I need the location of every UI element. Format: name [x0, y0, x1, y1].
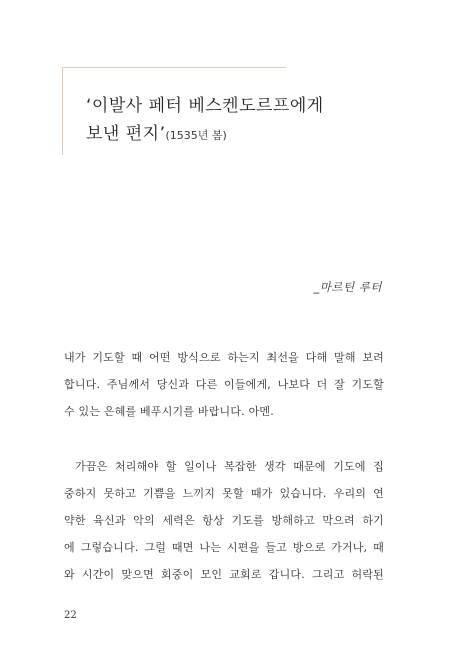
paragraph-line: 에 그렇습니다. 그럴 때면 나는 시편을 들고 방으로 가거나, 때 — [64, 541, 384, 554]
paragraph-line: 합니다. 주님께서 당신과 다른 이들에게, 나보다 더 잘 기도할 — [64, 378, 384, 391]
author-attribution: _마르틴 루터 — [313, 280, 382, 294]
paragraph-line: 중하지 못하고 기쁨을 느끼지 못할 때가 있습니다. 우리의 연 — [64, 487, 384, 500]
title-frame-top-rule — [62, 67, 286, 68]
body-paragraph-1 — [64, 344, 384, 425]
chapter-title — [86, 92, 386, 150]
body-paragraph-2 — [64, 453, 384, 588]
chapter-title-line-1: ‘이발사 페터 베스켄도르프에게 — [86, 96, 324, 116]
page-number: 22 — [64, 610, 77, 621]
chapter-title-line-2 — [86, 120, 386, 150]
chapter-title-line-2-text: 보낸 편지’ — [86, 124, 166, 144]
chapter-title-date-note: (1535년 봄) — [165, 129, 227, 142]
paragraph-line: 내가 기도할 때 어떤 방식으로 하는지 최선을 다해 말해 보려 — [64, 351, 384, 364]
title-frame-left-rule — [62, 67, 63, 155]
paragraph-line: 가끔은 처리해야 할 일이나 복잡한 생각 때문에 기도에 집 — [75, 460, 384, 473]
paragraph-line: 약한 육신과 악의 세력은 항상 기도를 방해하고 막으려 하기 — [64, 514, 384, 527]
paragraph-line: 와 시간이 맞으면 회중이 모인 교회로 갑니다. 그리고 허락된 — [64, 568, 384, 581]
paragraph-line: 수 있는 은혜를 베푸시기를 바랍니다. 아멘. — [64, 405, 274, 418]
